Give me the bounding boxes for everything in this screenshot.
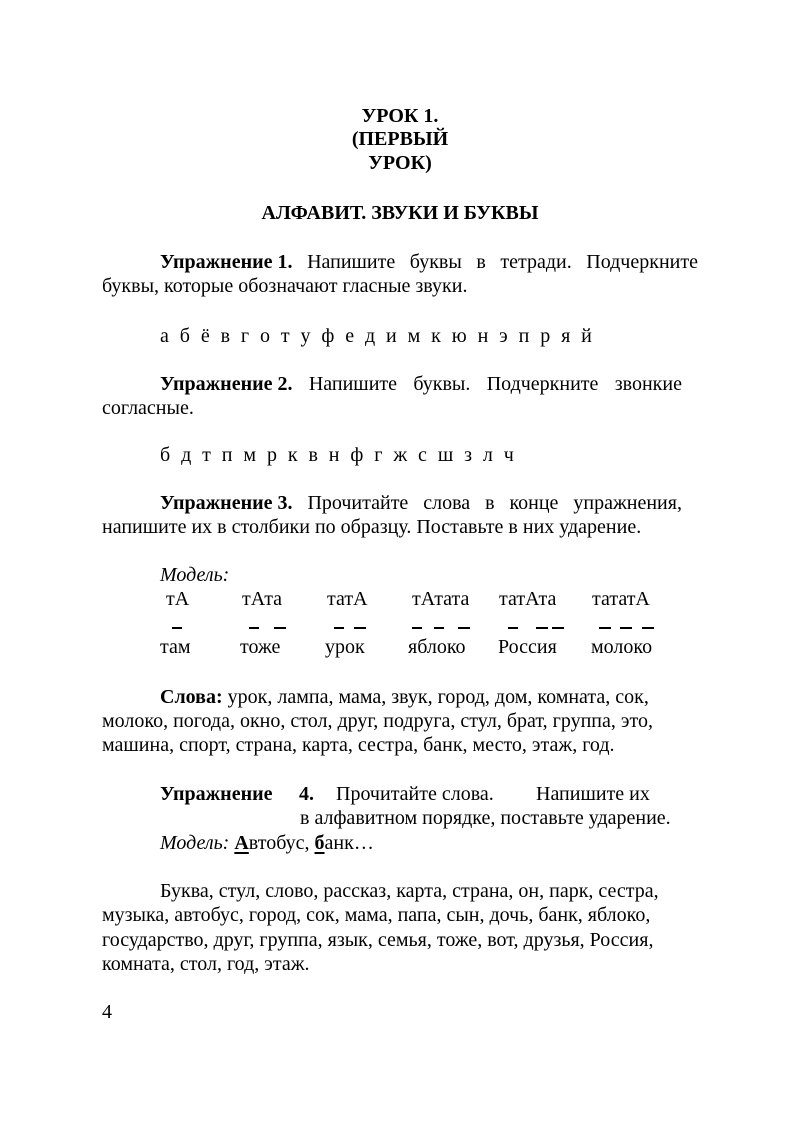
- example-word: урок: [325, 636, 365, 658]
- model-word: анк…: [324, 832, 374, 854]
- ex2-word: Напишите: [308, 373, 398, 395]
- stress-pattern: тататА: [592, 588, 650, 610]
- letter: п: [221, 444, 233, 466]
- lesson-title-line3: УРОК): [368, 152, 432, 174]
- letter: и: [386, 325, 397, 347]
- ex1-word: буквы: [409, 251, 462, 273]
- section-heading: АЛФАВИТ. ЗВУКИ И БУКВЫ: [261, 202, 539, 224]
- stress-pattern: татА: [327, 588, 368, 610]
- letter: ф: [321, 325, 335, 347]
- letter: ф: [350, 444, 364, 466]
- letter: г: [240, 325, 250, 347]
- ex4-text-line2: музыка, автобус, город, сок, мама, папа, сын, дочь, банк, яблоко,: [102, 904, 651, 926]
- syllable-dash: [508, 627, 518, 629]
- ex3-word: Прочитайте: [307, 492, 409, 514]
- letter: р: [540, 325, 551, 347]
- example-word: Россия: [498, 636, 557, 658]
- ex2-word: буквы.: [413, 373, 471, 395]
- ex2-word: звонкие: [614, 373, 682, 395]
- letter: ш: [437, 444, 454, 466]
- syllable-dash: [274, 627, 286, 629]
- letter: к: [287, 444, 298, 466]
- ex1-line2: буквы, которые обозначают гласные звуки.: [102, 275, 468, 297]
- letter: н: [328, 444, 340, 466]
- ex4-model: [160, 833, 374, 853]
- ex4-line1-a: Прочитайте слова.: [336, 783, 494, 805]
- letter: т: [202, 444, 211, 466]
- letter: к: [431, 325, 441, 347]
- ex2-line2: согласные.: [102, 397, 194, 419]
- letter: н: [477, 325, 489, 347]
- ex4-text-line4: комната, стол, год, этаж.: [102, 953, 310, 975]
- letter: д: [181, 444, 192, 466]
- syllable-dash: [536, 627, 548, 629]
- ex3-words-line1: [160, 687, 649, 707]
- ex3-line2: напишите их в столбики по образцу. Поставьте в них ударение.: [102, 516, 642, 538]
- stressed-letter: б: [314, 832, 325, 854]
- letter: а: [160, 325, 169, 347]
- ex3-word: упражнения,: [573, 492, 682, 514]
- model-word: втобус,: [248, 832, 315, 854]
- stress-pattern: тА: [166, 588, 190, 610]
- ex4-model-label: Модель:: [160, 832, 230, 854]
- ex2-letters: [160, 445, 514, 465]
- stress-pattern: тАта: [242, 588, 283, 610]
- letter: м: [243, 444, 257, 466]
- ex1-label: Упражнение 1.: [160, 251, 293, 273]
- letter: е: [345, 325, 355, 347]
- ex4-text-line1: Буква, стул, слово, рассказ, карта, страна, он, парк, сестра,: [160, 880, 659, 902]
- ex1-word: в: [476, 251, 486, 273]
- ex3-line1: [160, 493, 682, 513]
- example-word: молоко: [591, 636, 653, 658]
- letter: б: [179, 325, 190, 347]
- ex3-model-label: Модель:: [160, 564, 230, 586]
- syllable-dash: [172, 627, 182, 629]
- syllable-dash: [334, 627, 344, 629]
- letter: ё: [200, 325, 210, 347]
- stress-pattern: тАтата: [412, 588, 470, 610]
- letter: р: [266, 444, 277, 466]
- example-word: тоже: [240, 636, 281, 658]
- ex2-line1: [160, 374, 682, 394]
- letter: б: [160, 444, 171, 466]
- letter: т: [280, 325, 290, 347]
- syllable-dash: [552, 627, 564, 629]
- ex1-letters: [160, 326, 592, 346]
- syllable-dash: [599, 627, 611, 629]
- syllable-dash: [412, 627, 422, 629]
- ex3-word: конце: [509, 492, 559, 514]
- letter: л: [482, 444, 493, 466]
- ex1-line1: [160, 252, 698, 272]
- ex4-label: Упражнение: [160, 783, 273, 805]
- ex4-number: 4.: [299, 783, 314, 805]
- ex1-word: Подчеркните: [586, 251, 698, 273]
- syllable-dash: [434, 627, 444, 629]
- syllable-dash: [249, 627, 259, 629]
- syllable-dash: [354, 627, 366, 629]
- letter: м: [407, 325, 421, 347]
- letter: э: [499, 325, 508, 347]
- syllable-dash: [458, 627, 470, 629]
- syllable-dash: [620, 627, 632, 629]
- letter: й: [581, 325, 592, 347]
- lesson-title-line2: (ПЕРВЫЙ: [351, 128, 449, 150]
- letter: у: [300, 325, 311, 347]
- letter: з: [464, 444, 473, 466]
- letter: ю: [451, 325, 467, 347]
- ex2-label: Упражнение 2.: [160, 373, 293, 395]
- lesson-title-line1: УРОК 1.: [361, 105, 439, 127]
- stress-pattern: татАта: [499, 588, 557, 610]
- syllable-dash: [642, 627, 654, 629]
- words-text: урок, лампа, мама, звук, город, дом, комната, сок,: [222, 686, 649, 708]
- page-number: 4: [102, 1001, 112, 1023]
- letter: д: [364, 325, 376, 347]
- ex3-label: Упражнение 3.: [160, 492, 293, 514]
- letter: с: [418, 444, 427, 466]
- ex1-word: Напишите: [307, 251, 396, 273]
- letter: в: [308, 444, 318, 466]
- stressed-letter: А: [234, 832, 249, 854]
- ex2-word: Подчеркните: [486, 373, 599, 395]
- ex1-word: тетради.: [500, 251, 572, 273]
- letter: ж: [393, 444, 408, 466]
- letter: г: [374, 444, 383, 466]
- ex3-word: слова: [423, 492, 471, 514]
- example-word: там: [160, 636, 191, 658]
- letter: в: [220, 325, 231, 347]
- ex4-line2: в алфавитном порядке, поставьте ударение.: [300, 807, 671, 829]
- example-word: яблоко: [408, 636, 466, 658]
- letter: о: [260, 325, 270, 347]
- ex4-text-line3: государство, друг, группа, язык, семья, тоже, вот, друзья, Россия,: [102, 929, 654, 951]
- ex3-words-line3: машина, спорт, страна, карта, сестра, банк, место, этаж, год.: [102, 734, 615, 756]
- letter: ч: [503, 444, 514, 466]
- ex3-word: в: [485, 492, 495, 514]
- words-label: Слова:: [160, 686, 223, 708]
- ex3-words-line2: молоко, погода, окно, стол, друг, подруга, стул, брат, группа, это,: [102, 710, 653, 732]
- ex4-line1-b: Напишите их: [536, 783, 650, 805]
- letter: п: [518, 325, 530, 347]
- letter: я: [561, 325, 571, 347]
